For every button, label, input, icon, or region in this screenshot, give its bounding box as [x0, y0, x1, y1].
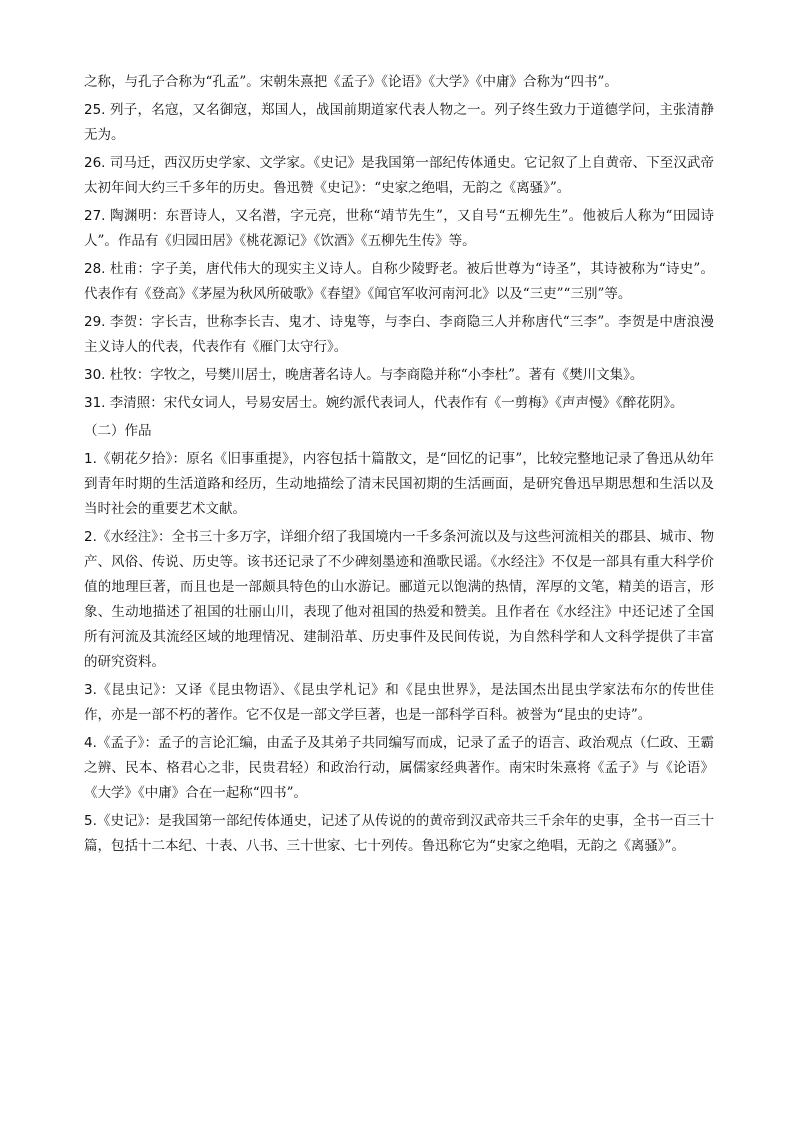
section-heading: （二）作品: [84, 423, 152, 439]
entry-text: ：又译《昆虫物语》、《昆虫学札记》和《昆虫世界》，是法国杰出昆虫学家法布尔的传世佳作，亦是一部不朽的著作。它不仅是一部文学巨著，也是一部科学百科。被誉为“昆虫的史诗”。: [84, 682, 715, 723]
entry-text: ：原名《旧事重提》，内容包括十篇散文，是“回忆的记事”，比较完整地记录了鲁迅从幼年到青年时期的生活道路和经历，生动地描绘了清末民国初期的生活画面，是研究鲁迅早期思想和生活以及当时社会的重要艺术文献。: [84, 451, 714, 517]
work-entry-3: [84, 678, 714, 728]
document-page: [84, 70, 714, 862]
author-entry-26: [84, 151, 714, 201]
entry-number: 2.: [84, 529, 97, 545]
entry-name: 杜甫: [110, 261, 138, 277]
intro-paragraph: 之称，与孔子合称为“孔孟”。宋朝朱熹把《孟子》《论语》《大学》《中庸》合称为“四书”。: [84, 74, 618, 90]
entry-text: ，西汉历史学家、文学家。《史记》是我国第一部纪传体通史。它记叙了上自黄帝、下至汉武帝太初年间大约三千多年的历史。鲁迅赞《史记》：“史家之绝唱，无韵之《离骚》”。: [84, 155, 715, 196]
author-entry-31: [84, 391, 714, 416]
entry-number: 4.: [84, 735, 97, 751]
author-entry-25: [84, 98, 714, 148]
author-entry-28: [84, 257, 714, 307]
work-entry-1: [84, 447, 714, 522]
entry-text: ：东晋诗人，又名潜，字元亮，世称“靖节先生”，又自号“五柳先生”。他被后人称为“田园诗人”。作品有《归园田居》《桃花源记》《饮酒》《五柳先生传》等。: [84, 208, 715, 249]
entry-text: ：孟子的言论汇编，由孟子及其弟子共同编写而成，记录了孟子的语言、政治观点（仁政、王霸之辨、民本、格君心之非，民贵君轻）和政治行动，属儒家经典著作。南宋时朱熹将《孟子》与《论语》《大学》《中庸》合在一起称“四书”。: [84, 735, 715, 801]
entry-number: 3.: [84, 682, 97, 698]
work-entry-5: [84, 809, 714, 859]
entry-name: 李贺: [110, 314, 138, 330]
entry-name: 《孟子》: [96, 735, 145, 751]
author-entry-27: [84, 204, 714, 254]
entry-text: ：字长吉，世称李长吉、鬼才、诗鬼等，与李白、李商隐三人并称唐代“三李”。李贺是中唐浪漫主义诗人的代表，代表作有《雁门太守行》。: [84, 314, 715, 355]
entry-text: ：宋代女词人，号易安居士。婉约派代表词人，代表作有《一剪梅》《声声慢》《醉花阴》。: [150, 395, 684, 411]
entry-text: ：全书三十多万字，详细介绍了我国境内一千多条河流以及与这些河流相关的郡县、城市、物产、风俗、传说、历史等。该书还记录了不少碑刻墨迹和渔歌民谣。《水经注》不仅是一部具有重大科学价值的地理巨著，而且也是一部颇具特色的山水游记。郦道元以饱满的热情，浑厚的文笔，精美的语言，形象、生动地描述了祖国的壮丽山川，表现了他对祖国的热爱和赞美。且作者在《水经注》中还记述了全国所有河流及其流经区域的地理情况、建制沿革、历史事件及民间传说，为自然科学和人文科学提供了丰富的研究资料。: [84, 529, 715, 670]
entry-text: ：字牧之，号樊川居士，晚唐著名诗人。与李商隐并称“小李杜”。著有《樊川文集》。: [136, 367, 644, 383]
entry-name: 司马迁: [109, 155, 151, 171]
entry-name: 李清照: [109, 395, 151, 411]
entry-name: 列子: [110, 102, 138, 118]
entry-number: 30.: [84, 367, 106, 383]
author-list: [84, 98, 714, 416]
author-entry-29: [84, 310, 714, 360]
entry-name: 杜牧: [109, 367, 137, 383]
entry-text: ：字子美，唐代伟大的现实主义诗人。自称少陵野老。被后世尊为“诗圣”，其诗被称为“诗史”。代表作有《登高》《茅屋为秋风所破歌》《春望》《闻官军收河南河北》以及“三吏”“三别”等。: [84, 261, 715, 302]
entry-number: 25.: [84, 102, 106, 118]
entry-number: 31.: [84, 395, 106, 411]
work-entry-4: [84, 731, 714, 806]
works-list: [84, 447, 714, 859]
entry-name: 《朝花夕拾》: [96, 451, 173, 467]
entry-name: 《水经注》: [96, 529, 159, 545]
work-entry-2: [84, 525, 714, 675]
entry-text: ，名寇，又名御寇，郑国人，战国前期道家代表人物之一。列子终生致力于道德学问，主张清静无为。: [84, 102, 715, 143]
author-entry-30: [84, 363, 714, 388]
entry-number: 28.: [84, 261, 106, 277]
entry-name: 《昆虫记》: [96, 682, 161, 698]
entry-number: 26.: [84, 155, 106, 171]
entry-text: ：是我国第一部纪传体通史，记述了从传说的的黄帝到汉武帝共三千余年的史事，全书一百三十篇，包括十二本纪、十表、八书、三十世家、七十列传。鲁迅称它为“史家之绝唱，无韵之《离骚》”。: [84, 813, 715, 854]
entry-number: 29.: [84, 314, 106, 330]
entry-number: 5.: [84, 813, 97, 829]
entry-number: 1.: [84, 451, 97, 467]
entry-name: 《史记》: [96, 813, 145, 829]
entry-number: 27.: [84, 208, 106, 224]
entry-name: 陶渊明: [110, 208, 152, 224]
